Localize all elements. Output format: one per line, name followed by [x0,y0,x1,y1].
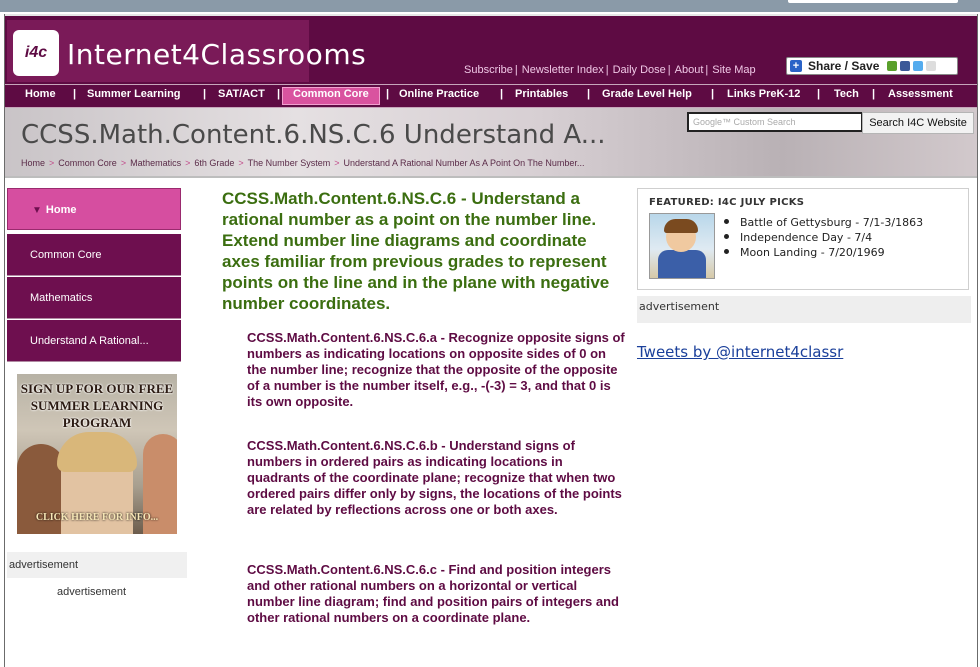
nav-separator: | [817,88,821,100]
top-link-separator: | [667,64,671,76]
bullet-icon [724,219,729,224]
top-link-newsletter-index[interactable]: Newsletter Index [521,64,604,76]
chevron-down-icon: ▼ [32,205,42,216]
search-input[interactable]: Google™ Custom Search [687,112,863,132]
nav-item-grade-level-help[interactable]: Grade Level Help [602,88,692,100]
nav-separator: | [711,88,715,100]
nav-separator: | [872,88,876,100]
share-save-label: Share / Save [808,59,880,73]
sidebar-item-home[interactable] [7,188,181,230]
nav-item-tech[interactable]: Tech [834,88,859,100]
sidebar-item-common-core[interactable]: Common Core [7,234,181,276]
right-ad-label: advertisement [637,296,971,323]
tweets-link[interactable]: Tweets by @internet4classr [637,343,844,361]
featured-item-label: Independence Day - 7/4 [740,231,873,244]
breadcrumb-arrow-icon: > [120,158,127,168]
summer-learning-promo[interactable] [17,374,177,534]
breadcrumb-6th-grade[interactable]: 6th Grade [194,158,235,168]
more-icon [926,61,936,71]
top-link-daily-dose[interactable]: Daily Dose [612,64,666,76]
top-link-separator: | [605,64,609,76]
page-frame [4,14,978,667]
standard-6-ns-c-6-a: CCSS.Math.Content.6.NS.C.6.a - Recognize opposite signs of numbers as indicating locations on opposite sides of 0 on the number line; recognize that the opposite of the opposite of a number is the number itself, e.g., -(-3) = 3, and that 0 is its own opposite. [247,330,625,409]
nav-item-assessment[interactable]: Assessment [888,88,953,100]
breadcrumb-arrow-icon: > [238,158,244,168]
nav-item-home[interactable]: Home [25,88,56,100]
logo-text: Internet4Classrooms [67,38,367,71]
top-link-subscribe[interactable]: Subscribe [464,64,513,76]
search-button[interactable]: Search I4C Website [862,112,974,134]
top-link-separator: | [514,64,518,76]
breadcrumb-number-system[interactable]: The Number System [247,158,331,168]
top-strip-box [788,0,958,3]
featured-list [724,215,923,260]
promo-photo-hair [57,432,137,472]
promo-headline: SIGN UP FOR OUR FREE SUMMER LEARNING PROGRAM [20,381,174,430]
sidebar-item-understand-rational[interactable]: Understand A Rational... [7,320,181,362]
featured-item[interactable] [724,230,923,245]
sidebar-ad-label: advertisement [7,552,187,578]
nav-item-printables[interactable]: Printables [515,88,569,100]
page-banner [5,108,977,178]
thumb-shirt [658,250,706,279]
top-link-separator: | [705,64,709,76]
nav-item-sat-act[interactable]: SAT/ACT [218,88,265,100]
nav-item-common-core[interactable]: Common Core [282,87,380,105]
featured-thumbnail[interactable] [649,213,715,279]
featured-item[interactable] [724,215,923,230]
twitter-icon [913,61,923,71]
nav-item-online-practice[interactable]: Online Practice [399,88,480,100]
breadcrumb-arrow-icon: > [49,158,55,168]
featured-item-label: Moon Landing - 7/20/1969 [740,246,885,259]
breadcrumb-common-core[interactable]: Common Core [58,158,117,168]
site-logo[interactable] [7,20,367,82]
nav-item-links-prek-12[interactable]: Links PreK-12 [727,88,801,100]
main-nav [5,84,977,108]
breadcrumb [21,158,584,168]
bullet-icon [724,234,729,239]
plus-icon: + [790,60,802,72]
top-link-about[interactable]: About [674,64,704,76]
nav-separator: | [587,88,591,100]
nav-separator: | [73,88,77,100]
breadcrumb-home[interactable]: Home [21,158,46,168]
standard-6-ns-c-6-c: CCSS.Math.Content.6.NS.C.6.c - Find and position integers and other rational numbers on a horizontal or vertical number line diagram; find and position pairs of integers and other rational numbers on a coordinate plane. [247,562,619,625]
featured-heading: FEATURED: I4C JULY PICKS [649,197,805,208]
breadcrumb-mathematics[interactable]: Mathematics [130,158,182,168]
browser-top-strip [0,0,980,12]
featured-item[interactable] [724,245,923,260]
sidebar-home-label: Home [45,204,77,216]
thumb-hair [664,219,698,233]
top-link-site-map[interactable]: Site Map [712,64,756,76]
breadcrumb-arrow-icon: > [334,158,340,168]
nav-separator: | [277,88,281,100]
page-title: CCSS.Math.Content.6.NS.C.6 Understand A... [21,120,606,150]
top-links [464,64,756,76]
bullet-icon [724,249,729,254]
featured-item-label: Battle of Gettysburg - 7/1-3/1863 [740,216,924,229]
sidebar-item-mathematics[interactable]: Mathematics [7,277,181,319]
featured-picks-box [637,188,969,290]
nav-separator: | [386,88,390,100]
nav-separator: | [500,88,504,100]
breadcrumb-current: Understand A Rational Number As A Point On The Number... [343,158,585,168]
share-icon [887,61,897,71]
site-header [5,14,977,86]
nav-separator: | [203,88,207,100]
logo-badge-icon: i4c [13,30,59,76]
breadcrumb-arrow-icon: > [185,158,191,168]
sidebar-ad-text: advertisement [57,586,127,598]
standard-6-ns-c-6-b: CCSS.Math.Content.6.NS.C.6.b - Understand signs of numbers in ordered pairs as indicating locations in quadrants of the coordinate plane; recognize that when two ordered pairs differ only by signs, the locations of the points are related by reflections across one or both axes. [247,438,622,517]
standard-heading: CCSS.Math.Content.6.NS.C.6 - Understand a rational number as a point on the number line. Extend number line diagrams and coordinate axes familiar from previous grades to represent points on the line and in the plane with negative number coordinates. [222,189,610,313]
nav-item-summer-learning[interactable]: Summer Learning [87,88,181,100]
share-save-button[interactable] [786,57,958,75]
promo-cta: CLICK HERE FOR INFO... [35,512,159,523]
facebook-icon [900,61,910,71]
